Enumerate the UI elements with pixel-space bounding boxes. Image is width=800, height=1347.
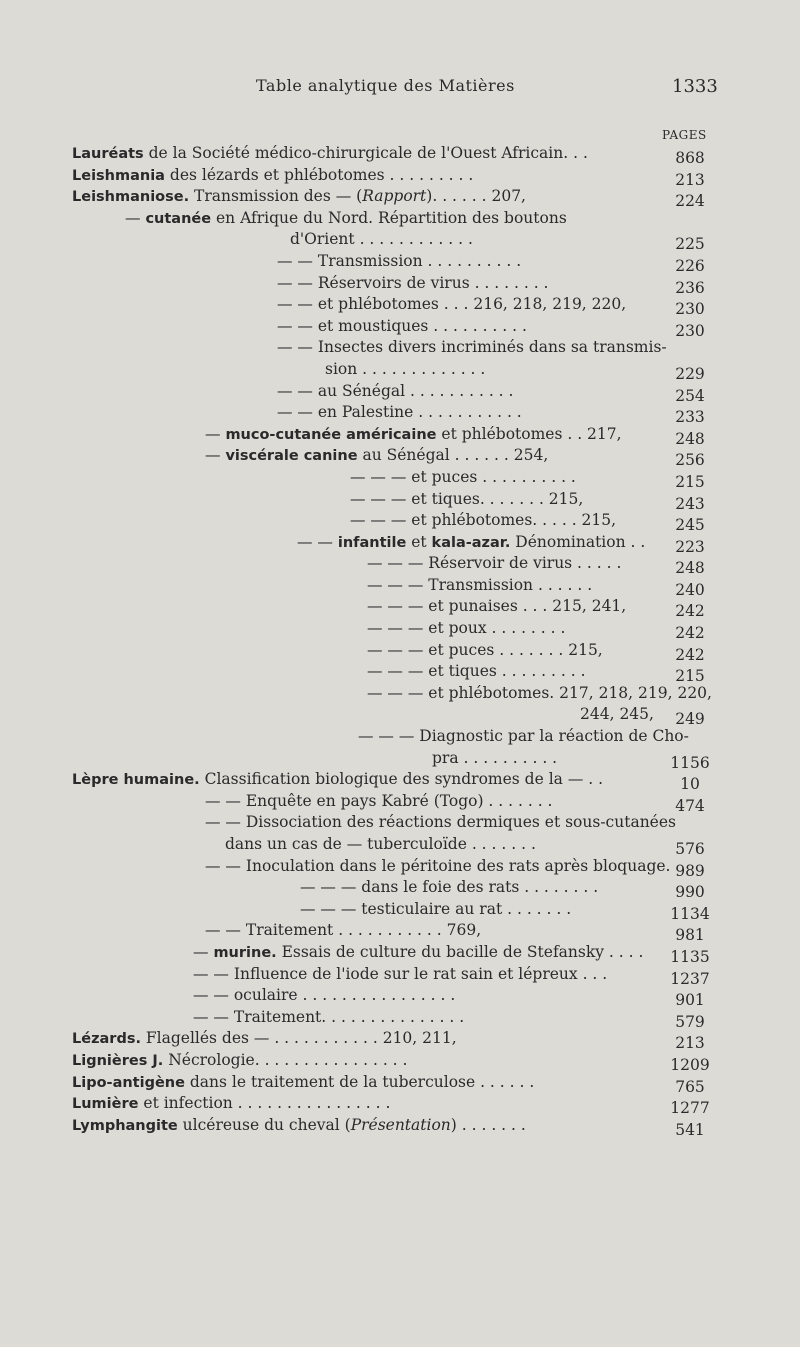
entry-segment: — — — dans le foie des rats . . . . . . . .: [300, 878, 599, 897]
entry-segment: — — en Palestine . . . . . . . . . . .: [277, 403, 522, 422]
index-entry: [0, 294, 800, 319]
entry-heading: Lauréats: [72, 146, 144, 162]
entry-text: [367, 596, 626, 618]
entry-text: [277, 251, 521, 273]
entry-text: [277, 273, 549, 295]
entry-segment: Flagellés des — . . . . . . . . . . . 210, 211,: [140, 1029, 457, 1048]
entry-segment: —: [205, 424, 226, 443]
entry-text: [350, 489, 583, 511]
entry-text: [580, 704, 654, 726]
entry-segment: — — Dissociation des réactions dermiques et sous-cutanées: [205, 813, 676, 832]
entry-page-number: 248: [675, 559, 705, 578]
index-entry: [0, 402, 800, 427]
entry-page-number: 229: [675, 364, 705, 383]
entry-page-number: 989: [675, 861, 705, 880]
entry-text: [125, 208, 567, 231]
entry-text: [72, 143, 588, 166]
index-entry: [0, 143, 800, 165]
entry-heading: Lézards.: [72, 1031, 141, 1048]
entry-segment: ). . . . . . 207,: [426, 187, 526, 206]
entry-page-number: 901: [675, 991, 705, 1010]
entry-heading: Lymphangite: [72, 1117, 178, 1134]
header-title: Table analytique des Matières: [256, 76, 515, 95]
index-entry: [0, 726, 800, 748]
entry-page-number: 242: [675, 624, 705, 643]
entry-page-number: 226: [675, 256, 705, 275]
entry-segment: —: [205, 446, 226, 465]
index-entry: [0, 856, 800, 878]
index-entry: [0, 964, 800, 986]
index-entry: [0, 489, 800, 511]
entry-page-number: 230: [675, 300, 705, 319]
entry-page-number: 1209: [670, 1055, 710, 1074]
entry-segment: des lézards et phlébotomes . . . . . . . . .: [164, 165, 474, 184]
entry-segment: — — et phlébotomes . . . 216, 218, 219, 220,: [277, 295, 627, 314]
index-entry: [0, 575, 800, 597]
index-entry: [0, 251, 800, 273]
header-page-number: 1333: [672, 76, 718, 97]
index-entry: [0, 1072, 800, 1094]
entry-heading: muco-cutanée américaine: [225, 426, 437, 443]
entry-text: [367, 683, 712, 705]
entry-segment: pra . . . . . . . . . .: [432, 748, 558, 767]
entry-segment: — — — et puces . . . . . . . . . .: [350, 467, 576, 486]
entry-page-number: 223: [675, 537, 705, 556]
entry-page-number: 233: [675, 408, 705, 427]
entry-text: [367, 575, 592, 597]
entry-page-number: 240: [675, 580, 705, 599]
index-entries: [0, 143, 800, 1139]
entry-segment: ) . . . . . . .: [450, 1115, 526, 1134]
entry-heading: Leishmaniose.: [72, 189, 190, 206]
index-entry: [0, 812, 800, 834]
entry-page-number: 1134: [670, 904, 710, 923]
entry-page-number: 213: [675, 170, 705, 189]
entry-text: [193, 942, 643, 965]
entry-heading: Lumière: [72, 1096, 139, 1113]
index-entry: [0, 942, 800, 964]
entry-text: [277, 337, 667, 359]
index-entry: [0, 1115, 800, 1137]
entry-text: [193, 964, 607, 986]
entry-page-number: 579: [675, 1012, 705, 1031]
entry-text: [277, 294, 626, 316]
index-entry: [0, 791, 800, 813]
entry-page-number: 230: [675, 321, 705, 340]
index-entry: [0, 316, 800, 338]
index-entry: [0, 424, 800, 446]
entry-page-number: 474: [675, 796, 705, 815]
entry-page-number: 1277: [670, 1099, 710, 1118]
index-entry: [0, 445, 800, 470]
entry-page-number: 765: [675, 1077, 705, 1096]
index-entry: [0, 553, 800, 578]
entry-text: [432, 748, 557, 770]
entry-segment: — — Influence de l'iode sur le rat sain et lépreux . . .: [193, 964, 608, 983]
index-entry: [0, 748, 800, 770]
entry-segment: Nécrologie. . . . . . . . . . . . . . . .: [163, 1050, 408, 1069]
entry-segment: — — — Transmission . . . . . .: [367, 575, 593, 594]
running-header: [0, 76, 800, 100]
entry-segment: dans le traitement de la tuberculose . . . . . .: [184, 1072, 535, 1091]
entry-segment: ulcéreuse du cheval (: [177, 1115, 351, 1134]
entry-page-number: 224: [675, 192, 705, 211]
entry-text: [350, 467, 576, 489]
index-entry: [0, 877, 800, 902]
entry-segment: Transmission des — (: [189, 187, 363, 206]
entry-text: [193, 1007, 464, 1029]
index-entry: [0, 596, 800, 621]
index-entry: [0, 208, 800, 230]
entry-segment: — — — testiculaire au rat . . . . . . .: [300, 899, 572, 918]
entry-text: [72, 186, 526, 209]
entry-segment: — — — et phlébotomes. . . . . 215,: [350, 511, 617, 530]
entry-heading: Lipo-antigène: [72, 1074, 185, 1091]
entry-page-number: 576: [675, 840, 705, 858]
entry-text: [193, 985, 455, 1007]
entry-page-number: 245: [675, 516, 705, 535]
index-entry: [0, 618, 800, 643]
entry-page-number: 541: [675, 1120, 705, 1139]
entry-page-number: 248: [675, 429, 705, 448]
entry-segment: et phlébotomes . . 217,: [436, 424, 622, 443]
entry-segment: Classification biologique des syndromes de la — . .: [199, 770, 604, 789]
entry-segment: Présentation: [350, 1115, 451, 1134]
entry-segment: — — Inoculation dans le péritoine des rats après bloquage.: [205, 856, 671, 875]
entry-segment: au Sénégal . . . . . . 254,: [357, 446, 549, 465]
entry-heading: kala-azar.: [431, 534, 511, 551]
entry-text: [367, 618, 565, 640]
entry-text: [205, 812, 676, 834]
index-entry: [0, 359, 800, 381]
entry-heading: viscérale canine: [225, 448, 358, 465]
entry-text: [205, 445, 548, 468]
index-entry: [0, 1050, 800, 1072]
entry-segment: d'Orient . . . . . . . . . . . .: [290, 230, 473, 249]
entry-heading: infantile: [337, 534, 407, 551]
entry-text: [367, 640, 603, 662]
entry-page-number: 1237: [670, 969, 710, 988]
entry-segment: — — Traitement. . . . . . . . . . . . . . .: [193, 1007, 465, 1026]
entry-segment: — — — Réservoir de virus . . . . .: [367, 554, 622, 573]
entry-segment: — — — et tiques . . . . . . . . .: [367, 662, 586, 681]
entry-segment: — — Insectes divers incriminés dans sa transmis-: [277, 338, 667, 357]
entry-segment: — — Réservoirs de virus . . . . . . . .: [277, 273, 549, 292]
index-entry: [0, 1093, 800, 1118]
entry-text: [277, 316, 527, 338]
entry-text: [367, 553, 621, 575]
entry-text: [367, 661, 586, 683]
entry-text: [205, 920, 481, 942]
entry-segment: — — Traitement . . . . . . . . . . . 769,: [205, 921, 482, 940]
entry-segment: Essais de culture du bacille de Stefansky . . . .: [276, 942, 644, 961]
entry-page-number: 256: [675, 451, 705, 470]
entry-page-number: 225: [675, 235, 705, 254]
index-entry: [0, 532, 800, 554]
entry-segment: Rapport: [362, 187, 427, 206]
entry-text: [290, 229, 473, 251]
index-entry: [0, 1007, 800, 1029]
entry-text: [358, 726, 689, 748]
entry-segment: — — — et punaises . . . 215, 241,: [367, 597, 627, 616]
entry-segment: dans un cas de — tuberculoïde . . . . . . .: [225, 835, 536, 853]
entry-page-number: 215: [675, 667, 705, 686]
entry-page-number: 981: [675, 926, 705, 945]
entry-text: [72, 1115, 526, 1138]
entry-text: [277, 381, 513, 403]
pages-column-label: PAGES: [662, 128, 707, 142]
index-entry: [0, 467, 800, 489]
entry-page-number: 243: [675, 494, 705, 513]
index-entry: [0, 640, 800, 662]
entry-text: [205, 856, 670, 878]
index-entry: [0, 661, 800, 686]
entry-text: [225, 834, 536, 856]
entry-page-number: 249: [675, 710, 705, 729]
entry-segment: Dénomination . .: [510, 532, 646, 551]
entry-page-number: 215: [675, 472, 705, 491]
entry-segment: — — et moustiques . . . . . . . . . .: [277, 316, 527, 335]
entry-segment: de la Société médico-chirurgicale de l'Ouest Africain. . .: [143, 144, 588, 162]
entry-segment: — — oculaire . . . . . . . . . . . . . . . .: [193, 986, 456, 1005]
entry-segment: et: [406, 532, 432, 551]
index-entry: [0, 273, 800, 295]
entry-heading: Lèpre humaine.: [72, 772, 200, 789]
entry-text: [72, 769, 603, 792]
entry-text: [350, 510, 616, 532]
entry-segment: — — — et phlébotomes. 217, 218, 219, 220,: [367, 683, 712, 702]
entry-page-number: 254: [675, 386, 705, 405]
index-entry: [0, 920, 800, 945]
index-entry: [0, 510, 800, 535]
entry-heading: murine.: [213, 944, 277, 961]
entry-text: [300, 877, 598, 899]
index-entry: [0, 1028, 800, 1053]
index-entry: [0, 899, 800, 921]
entry-text: [72, 1093, 390, 1116]
entry-text: [72, 1050, 407, 1073]
entry-page-number: 236: [675, 278, 705, 297]
entry-heading: cutanée: [145, 210, 212, 227]
index-entry: [0, 683, 800, 705]
entry-segment: en Afrique du Nord. Répartition des boutons: [211, 208, 567, 227]
entry-text: [72, 1028, 457, 1051]
entry-page-number: 868: [675, 149, 705, 167]
entry-heading: Lignières J.: [72, 1052, 164, 1069]
entry-text: [300, 899, 571, 921]
index-entry: [0, 834, 800, 856]
entry-segment: — — Transmission . . . . . . . . . .: [277, 251, 522, 270]
index-entry: [0, 337, 800, 359]
entry-page-number: 242: [675, 602, 705, 621]
entry-segment: —: [193, 942, 214, 961]
entry-segment: — — — et poux . . . . . . . .: [367, 619, 566, 638]
index-entry: [0, 186, 800, 211]
entry-segment: et infection . . . . . . . . . . . . . . . .: [138, 1094, 391, 1113]
entry-text: [325, 359, 485, 381]
entry-page-number: 213: [675, 1034, 705, 1053]
entry-text: [297, 532, 645, 555]
index-entry: [0, 229, 800, 254]
entry-page-number: 990: [675, 883, 705, 902]
entry-page-number: 242: [675, 645, 705, 664]
entry-segment: — —: [297, 532, 338, 551]
index-entry: [0, 165, 800, 187]
entry-text: [277, 402, 522, 424]
entry-text: [205, 791, 553, 813]
entry-segment: — — Enquête en pays Kabré (Togo) . . . . . . .: [205, 791, 553, 810]
entry-segment: —: [125, 208, 146, 227]
entry-text: [205, 424, 622, 447]
entry-segment: — — — et tiques. . . . . . . 215,: [350, 489, 584, 508]
entry-heading: Leishmania: [72, 167, 165, 184]
entry-segment: — — — et puces . . . . . . . 215,: [367, 640, 603, 659]
entry-segment: sion . . . . . . . . . . . . .: [325, 359, 486, 378]
index-entry: [0, 769, 800, 794]
entry-text: [72, 1072, 534, 1095]
entry-page-number: 1156: [670, 753, 710, 772]
entry-segment: — — au Sénégal . . . . . . . . . . .: [277, 381, 514, 400]
entry-segment: — — — Diagnostic par la réaction de Cho-: [358, 727, 689, 746]
entry-page-number: 10: [680, 775, 700, 794]
index-entry: [0, 985, 800, 1010]
entry-text: [72, 165, 473, 188]
index-entry: [0, 381, 800, 403]
entry-segment: 244, 245,: [580, 705, 654, 724]
index-entry: [0, 704, 800, 729]
entry-page-number: 1135: [670, 947, 710, 966]
